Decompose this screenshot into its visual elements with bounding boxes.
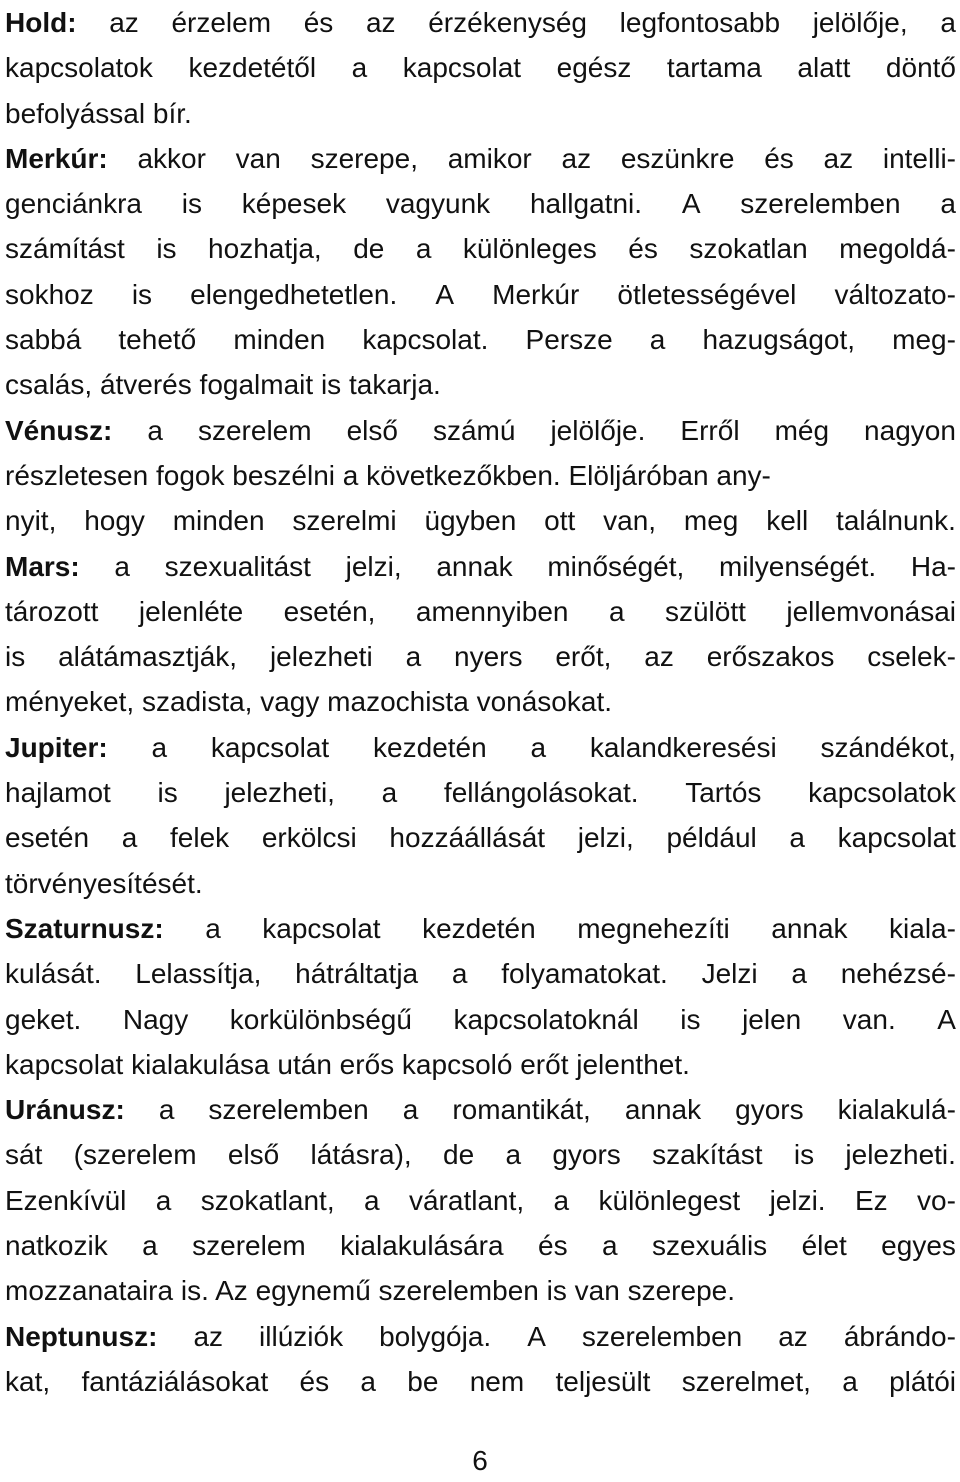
word: és: [299, 1365, 330, 1397]
word: találnunk.: [836, 505, 956, 537]
word: elengedhetetlen.: [190, 278, 398, 310]
planet-heading: Merkúr:: [5, 142, 108, 174]
word: folyamatokat.: [501, 958, 668, 990]
word: meg: [683, 505, 739, 537]
word: és: [764, 142, 794, 174]
word: kapcsolatok: [5, 52, 153, 84]
word: a: [364, 1184, 380, 1216]
word: van: [235, 142, 281, 174]
word: jelen: [742, 1003, 802, 1035]
word: és: [628, 233, 658, 265]
word: minden: [172, 505, 265, 537]
word: kapcsolat: [837, 822, 956, 854]
word: változato-: [834, 278, 956, 310]
word: is: [181, 188, 202, 220]
word: bír.: [152, 97, 192, 129]
word: kapcsolat: [402, 52, 522, 84]
text-line: [5, 408, 956, 453]
word: erkölcsi: [261, 822, 357, 854]
word: vonásokat.: [476, 686, 612, 718]
word: például: [666, 822, 757, 854]
text-line: [5, 1223, 956, 1268]
word: kezdetétől: [188, 52, 317, 84]
word: csalás,: [5, 369, 93, 401]
word: még: [774, 414, 830, 446]
text-line: [5, 1132, 956, 1177]
word: a: [530, 731, 547, 763]
word: van.: [842, 1003, 896, 1035]
word: számú: [432, 414, 516, 446]
word: a: [608, 595, 625, 627]
word: hazugságot,: [702, 324, 856, 356]
word: kezdetén: [422, 912, 536, 944]
word: tározott: [5, 595, 99, 627]
word: nem: [469, 1365, 525, 1397]
word: a: [114, 550, 130, 582]
word: érzékenység: [428, 7, 587, 38]
word: is: [546, 1275, 567, 1307]
word: szerepe.: [627, 1275, 735, 1307]
text-line: [5, 498, 956, 543]
word: képesek: [241, 188, 347, 220]
word: a: [405, 641, 422, 673]
word: Ezenkívül: [5, 1184, 127, 1216]
word: kapcsolatok: [808, 777, 956, 809]
word: átverés: [99, 369, 192, 401]
word: a: [842, 1365, 858, 1397]
word: hallgatni.: [529, 188, 643, 220]
word: jelzi,: [345, 550, 402, 582]
word: van,: [603, 505, 657, 537]
word: kell: [766, 505, 809, 537]
page-number: 6: [472, 1445, 488, 1476]
word: a: [940, 188, 956, 220]
word: annak: [436, 550, 513, 582]
word: szokatlan: [689, 233, 808, 265]
word: hajlamot: [5, 777, 111, 809]
word: szerelemben: [740, 188, 901, 220]
word: váratlant,: [408, 1184, 525, 1216]
word: A: [527, 1320, 546, 1352]
text-line: [5, 1268, 956, 1313]
word: legfontosabb: [619, 7, 781, 38]
word: tehető: [118, 324, 197, 356]
word: a: [602, 1230, 618, 1262]
word: teljesült: [555, 1365, 651, 1397]
word: jelzi.: [769, 1184, 826, 1216]
word: is: [156, 233, 177, 265]
word: a: [381, 777, 398, 809]
word: a: [791, 958, 807, 990]
planet-heading: Neptunusz:: [5, 1320, 158, 1352]
word: ötletességével: [617, 278, 797, 310]
planet-heading: Uránusz:: [5, 1094, 125, 1126]
word: akkor: [137, 142, 206, 174]
word: A: [937, 1003, 956, 1035]
word: Erről: [680, 414, 740, 446]
word: szakítást: [652, 1139, 763, 1171]
word: a: [342, 459, 359, 491]
text-line: [5, 906, 956, 951]
word: kapcsolat: [262, 912, 381, 944]
word: jelzi,: [577, 822, 634, 854]
text-line: [5, 0, 956, 45]
word: Persze: [525, 324, 613, 356]
word: Merkúr: [492, 278, 580, 310]
word: kapcsolat.: [362, 324, 489, 356]
word: a: [402, 1094, 419, 1126]
word: hátráltatja: [295, 958, 419, 990]
word: de: [443, 1139, 475, 1171]
word: alátámasztják,: [58, 641, 238, 673]
word: a: [147, 414, 163, 446]
word: gyors: [552, 1139, 621, 1171]
word: Elöljáróban: [568, 459, 709, 491]
text-line: [5, 951, 956, 996]
word: a: [940, 7, 956, 38]
word: kat,: [5, 1365, 51, 1397]
word: szerelemben: [581, 1320, 743, 1352]
word: vagyunk: [385, 188, 491, 220]
word: cselek-: [867, 641, 956, 673]
word: szándékot,: [820, 731, 956, 763]
word: ott: [544, 505, 576, 537]
word: szülött: [664, 595, 746, 627]
planet-heading: Vénusz:: [5, 414, 113, 446]
word: jelezheti: [269, 641, 373, 673]
word: fellángolásokat.: [443, 777, 639, 809]
text-line: [5, 317, 956, 362]
word: szerepe,: [310, 142, 418, 174]
word: gyors: [735, 1094, 804, 1126]
text-line: [5, 544, 956, 589]
word: is: [793, 1139, 815, 1171]
text-line: [5, 815, 956, 860]
word: kapcsolat: [5, 1048, 124, 1080]
word: kalandkeresési: [589, 731, 777, 763]
word: Ez: [854, 1184, 888, 1216]
word: a: [351, 52, 368, 84]
word: Tartós: [685, 777, 762, 809]
word: plátói: [889, 1365, 956, 1397]
text-line: [5, 1178, 956, 1223]
word: egynemű: [255, 1275, 371, 1307]
word: jelenléte: [138, 595, 244, 627]
text-line: [5, 1087, 956, 1132]
word: de: [353, 233, 385, 265]
word: a: [553, 1184, 570, 1216]
text-line: [5, 1359, 956, 1404]
word: kialakulá-: [837, 1094, 956, 1126]
word: esetén: [5, 822, 90, 854]
planet-heading: Szaturnusz:: [5, 912, 164, 944]
word: a: [649, 324, 666, 356]
word: eszünkre: [620, 142, 735, 174]
word: a: [158, 1094, 175, 1126]
word: erőt,: [555, 641, 612, 673]
word: meg-: [892, 324, 956, 356]
word: kezdetén: [373, 731, 487, 763]
word: döntő: [885, 52, 956, 84]
word: amennyiben: [415, 595, 569, 627]
word: a: [415, 233, 432, 265]
word: a: [121, 822, 138, 854]
word: nyit,: [5, 505, 57, 537]
word: az: [778, 1320, 808, 1352]
word: van: [574, 1275, 620, 1307]
text-line: [5, 181, 956, 226]
word: felek: [170, 822, 230, 854]
word: és: [303, 7, 334, 38]
word: sabbá: [5, 324, 82, 356]
word: amikor: [447, 142, 532, 174]
word: ügyben: [424, 505, 517, 537]
word: szerelemben: [378, 1275, 539, 1307]
word: genciánkra: [5, 188, 142, 220]
body-text: [5, 0, 956, 1404]
word: hozhatja,: [208, 233, 322, 265]
text-line: [5, 997, 956, 1042]
word: látásra),: [310, 1139, 412, 1171]
word: erőt: [520, 1048, 569, 1080]
word: ményeket,: [5, 686, 135, 718]
word: kapcsolatoknál: [453, 1003, 639, 1035]
word: az: [823, 142, 854, 174]
word: sokhoz: [5, 278, 94, 310]
word: geket.: [5, 1003, 82, 1035]
word: kiala-: [889, 912, 956, 944]
word: hozzáállását: [389, 822, 546, 854]
word: romantikát,: [452, 1094, 591, 1126]
word: szexuális: [652, 1230, 768, 1262]
word: jelezheti.: [845, 1139, 956, 1171]
word: ábrándo-: [843, 1320, 956, 1352]
word: be: [407, 1365, 439, 1397]
planet-heading: Hold:: [5, 7, 77, 38]
word: kapcsoló: [401, 1048, 513, 1080]
text-line: [5, 634, 956, 679]
word: (szerelem: [73, 1139, 197, 1171]
word: nyers: [454, 641, 523, 673]
word: az: [644, 641, 674, 673]
word: Nagy: [122, 1003, 189, 1035]
word: minden: [233, 324, 326, 356]
word: egész: [556, 52, 632, 84]
word: mazochista: [327, 686, 469, 718]
word: illúziók: [259, 1320, 344, 1352]
word: első: [227, 1139, 280, 1171]
word: natkozik: [5, 1230, 108, 1262]
word: vagy: [260, 686, 320, 718]
word: vo-: [917, 1184, 956, 1216]
word: az: [193, 1320, 224, 1352]
word: intelli-: [882, 142, 956, 174]
word: szadista,: [141, 686, 253, 718]
word: jelölője.: [550, 414, 646, 446]
word: jelölője,: [812, 7, 908, 38]
word: alatt: [797, 52, 851, 84]
word: számítást: [5, 233, 125, 265]
word: a: [205, 912, 221, 944]
word: nehézsé-: [840, 958, 956, 990]
word: annak: [624, 1094, 702, 1126]
word: élet: [801, 1230, 847, 1262]
text-line: [5, 1042, 956, 1087]
text-line: [5, 91, 956, 136]
word: nagyon: [864, 414, 956, 446]
word: az: [109, 7, 139, 38]
word: az: [365, 7, 396, 38]
text-line: [5, 1314, 956, 1359]
word: a: [451, 958, 468, 990]
word: szerelmi: [292, 505, 397, 537]
word: A: [435, 278, 455, 310]
text-line: [5, 679, 956, 724]
word: A: [681, 188, 701, 220]
word: szerelmet,: [681, 1365, 811, 1397]
word: részletesen: [5, 459, 149, 491]
word: tartama: [666, 52, 762, 84]
word: beszélni: [232, 459, 335, 491]
word: kulását.: [5, 958, 102, 990]
text-line: [5, 453, 956, 498]
word: a: [789, 822, 805, 854]
text-line: [5, 45, 956, 90]
word: következőkben.: [366, 459, 561, 491]
text-line: [5, 136, 956, 181]
word: kapcsolat: [210, 731, 330, 763]
word: is: [131, 278, 153, 310]
word: a: [151, 731, 168, 763]
word: is: [680, 1003, 701, 1035]
word: érzelem: [171, 7, 272, 38]
text-line: [5, 272, 956, 317]
word: és: [538, 1230, 568, 1262]
word: jellemvonásai: [786, 595, 956, 627]
word: kialakulása: [131, 1048, 270, 1080]
text-line: [5, 362, 956, 407]
word: Ha-: [910, 550, 956, 582]
word: jelezheti,: [224, 777, 335, 809]
word: erős: [339, 1048, 395, 1080]
word: különlegest: [598, 1184, 741, 1216]
word: szerelemben: [208, 1094, 369, 1126]
text-line: [5, 725, 956, 770]
text-line: [5, 226, 956, 271]
word: milyenségét.: [718, 550, 877, 582]
word: különleges: [462, 233, 597, 265]
word: sát: [5, 1139, 43, 1171]
word: szerelem: [192, 1230, 306, 1262]
word: takarja.: [348, 369, 441, 401]
word: szerelem: [197, 414, 312, 446]
word: esetén,: [283, 595, 376, 627]
word: Jelzi: [701, 958, 758, 990]
word: megnehezíti: [577, 912, 730, 944]
planet-heading: Jupiter:: [5, 731, 108, 763]
text-line: [5, 770, 956, 815]
word: korkülönbségű: [229, 1003, 412, 1035]
word: is: [320, 369, 342, 401]
word: mozzanataira: [5, 1275, 174, 1307]
word: az: [561, 142, 592, 174]
word: szexualitást: [164, 550, 311, 582]
word: szokatlant,: [200, 1184, 335, 1216]
word: fogok: [155, 459, 225, 491]
word: bolygója.: [379, 1320, 492, 1352]
word: megoldá-: [839, 233, 956, 265]
word: után: [277, 1048, 332, 1080]
text-line: [5, 861, 956, 906]
word: fantáziálásokat: [81, 1365, 269, 1397]
word: a: [155, 1184, 172, 1216]
word: is: [5, 641, 26, 673]
word: a: [142, 1230, 158, 1262]
planet-heading: Mars:: [5, 550, 80, 582]
word: Lelassítja,: [135, 958, 262, 990]
word: is: [157, 777, 178, 809]
word: hogy: [84, 505, 145, 537]
word: első: [346, 414, 398, 446]
word: jelenthet.: [576, 1048, 690, 1080]
word: a: [505, 1139, 522, 1171]
word: kialakulására: [340, 1230, 504, 1262]
word: annak: [771, 912, 848, 944]
word: törvényesítését.: [5, 867, 203, 899]
word: is.: [180, 1275, 209, 1307]
word: erőszakos: [706, 641, 835, 673]
word: befolyással: [5, 97, 146, 129]
text-line: [5, 589, 956, 634]
word: fogalmait: [199, 369, 314, 401]
word: any-: [716, 459, 771, 491]
word: egyes: [881, 1230, 956, 1262]
word: minőségét,: [547, 550, 685, 582]
word: Az: [215, 1275, 248, 1307]
word: a: [360, 1365, 376, 1397]
